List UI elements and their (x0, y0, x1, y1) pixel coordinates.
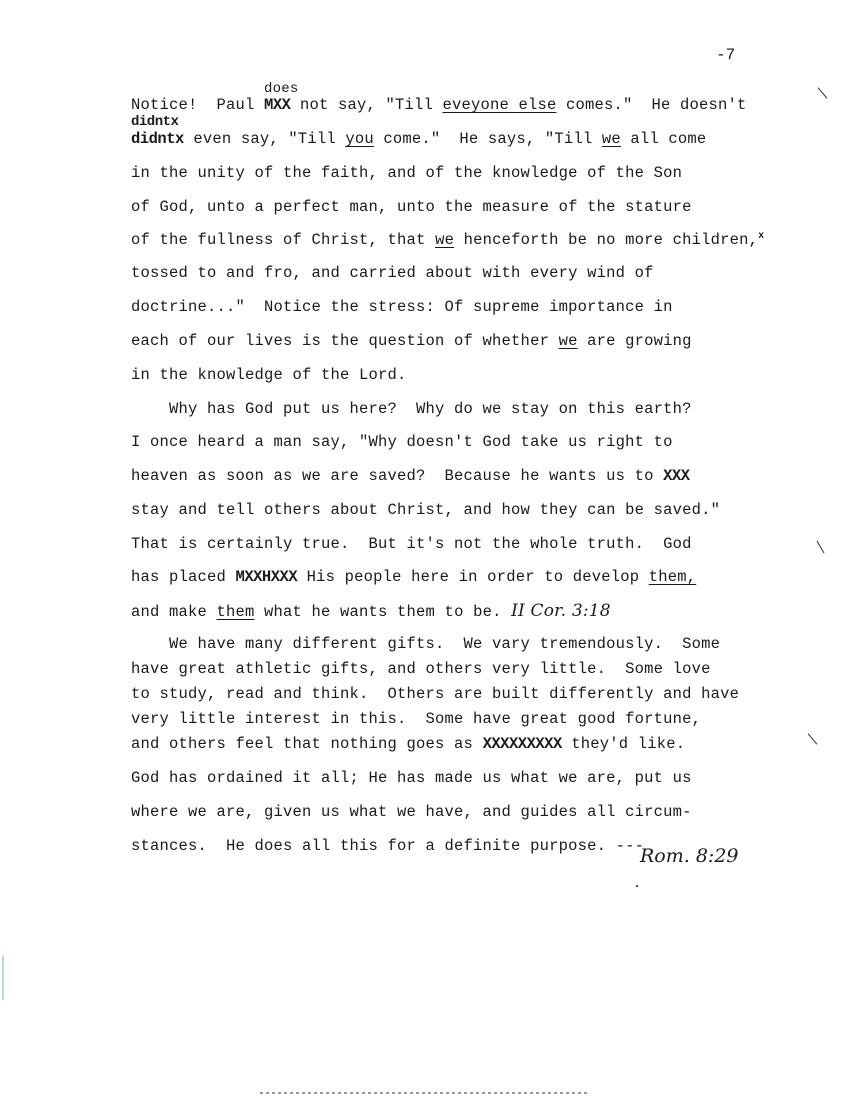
text-run: not say, "Till (290, 96, 443, 114)
handwritten-reference: Rom. 8:29 (640, 845, 739, 867)
ink-dot (636, 885, 638, 887)
scan-edge (2, 955, 4, 1000)
text-run: of the fullness of Christ, that (131, 231, 436, 250)
p1-line-9: in the knowledge of the Lord. (131, 366, 407, 384)
strike-mark: x (758, 231, 764, 242)
p1-line-3: in the unity of the faith, and of the knowledge of the Son (131, 164, 683, 182)
struck-word: didntx (131, 114, 179, 130)
underlined-text: we (558, 332, 578, 350)
text-run: what he wants them to be. (254, 603, 512, 621)
margin-tick (817, 541, 825, 554)
underlined-text: you (345, 130, 374, 148)
struck-word: didntx (131, 130, 184, 148)
text-run: and others feel that nothing goes as (131, 735, 483, 753)
p2-line-5: That is certainly true. But it's not the whole truth. God (131, 535, 692, 553)
margin-tick (808, 733, 818, 744)
text-run: henceforth be no more children, (454, 231, 759, 250)
p3-line-3: to study, read and think. Others are built differently and have (131, 685, 740, 703)
p3-line-2: have great athletic gifts, and others very little. Some love (131, 660, 711, 678)
p2-line-7 (131, 601, 611, 621)
underlined-text: eveyone else (442, 96, 557, 114)
p3-line-1: We have many different gifts. We vary tremendously. Some (131, 635, 721, 653)
p2-line-3 (131, 467, 690, 485)
text-run: come." He says, "Till (373, 130, 602, 148)
underlined-text: them (216, 603, 255, 621)
text-run: Notice! Paul (131, 96, 265, 114)
inserted-word: does (264, 81, 299, 97)
text-run: has placed (131, 568, 236, 586)
p2-line-6 (131, 568, 696, 586)
p1-line-4: of God, unto a perfect man, unto the measure of the stature (131, 198, 692, 216)
p1-line-2 (131, 130, 706, 148)
p1-line-1b (131, 114, 178, 130)
struck-word: MXXHXXX (235, 568, 298, 586)
text-run: all come (620, 130, 707, 148)
p1-line-1 (131, 81, 747, 114)
p1-line-6: tossed to and fro, and carried about with every wind of (131, 264, 654, 282)
struck-word: MXX (264, 96, 291, 114)
text-run: are growing (577, 332, 692, 350)
p3-line-7: where we are, given us what we have, and guides all circum- (131, 803, 692, 821)
scan-edge (260, 1092, 590, 1094)
struck-word: XXX (663, 467, 690, 485)
p3-line-8: stances. He does all this for a definite purpose. --- (131, 837, 645, 855)
text-run: His people here in order to develop (297, 568, 649, 586)
p3-line-5 (131, 735, 685, 753)
text-run: they'd like. (561, 735, 686, 753)
p3-line-4: very little interest in this. Some have great good fortune, (131, 710, 702, 728)
insertion (264, 81, 299, 114)
underlined-text: them, (648, 568, 697, 586)
underlined-text: we (601, 130, 621, 148)
p2-line-2: I once heard a man say, "Why doesn't God take us right to (131, 433, 673, 451)
p3-line-6: God has ordained it all; He has made us what we are, put us (131, 769, 692, 787)
underlined-text: we (435, 231, 455, 250)
text-run: and make (131, 603, 217, 621)
p1-line-7: doctrine..." Notice the stress: Of supreme importance in (131, 298, 673, 316)
text-run: heaven as soon as we are saved? Because he wants us to (131, 467, 664, 485)
margin-tick (818, 87, 828, 98)
p2-line-4: stay and tell others about Christ, and how they can be saved." (131, 501, 721, 519)
text-run: even say, "Till (183, 130, 346, 148)
p2-line-1: Why has God put us here? Why do we stay on this earth? (131, 400, 692, 418)
p1-line-8 (131, 332, 692, 350)
text-run: comes." He doesn't (556, 96, 747, 114)
text-run: each of our lives is the question of whether (131, 332, 559, 350)
page-number: -7 (716, 46, 736, 64)
p1-line-5 (131, 231, 764, 249)
handwritten-reference: II Cor. 3:18 (511, 601, 611, 621)
struck-word: XXXXXXXXX (482, 735, 562, 753)
